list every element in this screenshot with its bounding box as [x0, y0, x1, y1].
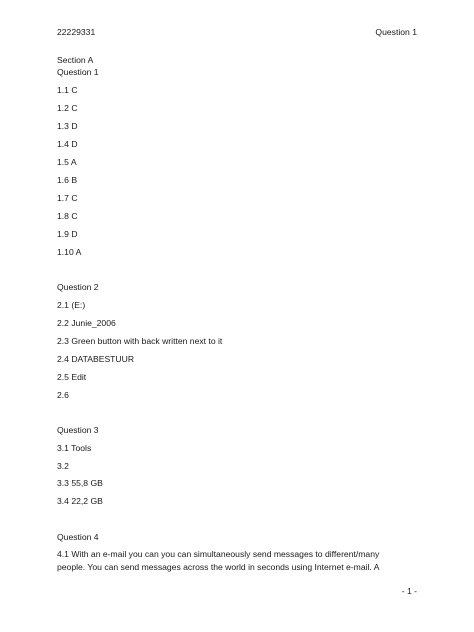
- answer-1-8: 1.8 C: [57, 211, 78, 221]
- question-1-title: Question 1: [57, 67, 99, 77]
- answer-1-2: 1.2 C: [57, 103, 78, 113]
- answer-4-1-line-2: people. You can send messages across the world in seconds using Internet e-mail. A: [57, 562, 380, 572]
- question-2-title: Question 2: [57, 282, 99, 292]
- answer-2-6: 2.6: [57, 390, 69, 400]
- question-4-title: Question 4: [57, 532, 99, 542]
- header-question-label: Question 1: [375, 27, 417, 37]
- section-title: Section A: [57, 55, 94, 65]
- answer-2-3: 2.3 Green button with back written next to it: [57, 336, 223, 346]
- answer-3-4: 3.4 22,2 GB: [57, 496, 103, 506]
- student-number: 22229331: [57, 27, 96, 37]
- answer-1-3: 1.3 D: [57, 121, 78, 131]
- answer-3-2: 3.2: [57, 461, 69, 471]
- answer-1-6: 1.6 B: [57, 175, 78, 185]
- answer-3-3: 3.3 55,8 GB: [57, 478, 103, 488]
- answer-1-4: 1.4 D: [57, 139, 78, 149]
- page-number: - 1 -: [401, 586, 417, 596]
- answer-3-1: 3.1 Tools: [57, 443, 92, 453]
- answer-2-1: 2.1 (E:): [57, 300, 86, 310]
- answer-2-2: 2.2 Junie_2006: [57, 318, 116, 328]
- answer-2-5: 2.5 Edit: [57, 372, 87, 382]
- answer-1-10: 1.10 A: [57, 247, 82, 257]
- answer-1-7: 1.7 C: [57, 193, 78, 203]
- answer-1-5: 1.5 A: [57, 157, 77, 167]
- answer-2-4: 2.4 DATABESTUUR: [57, 354, 135, 364]
- answer-1-1: 1.1 C: [57, 85, 78, 95]
- question-3-title: Question 3: [57, 425, 99, 435]
- answer-1-9: 1.9 D: [57, 229, 78, 239]
- answer-4-1-line-1: 4.1 With an e-mail you can you can simultaneously send messages to different/many: [57, 549, 380, 559]
